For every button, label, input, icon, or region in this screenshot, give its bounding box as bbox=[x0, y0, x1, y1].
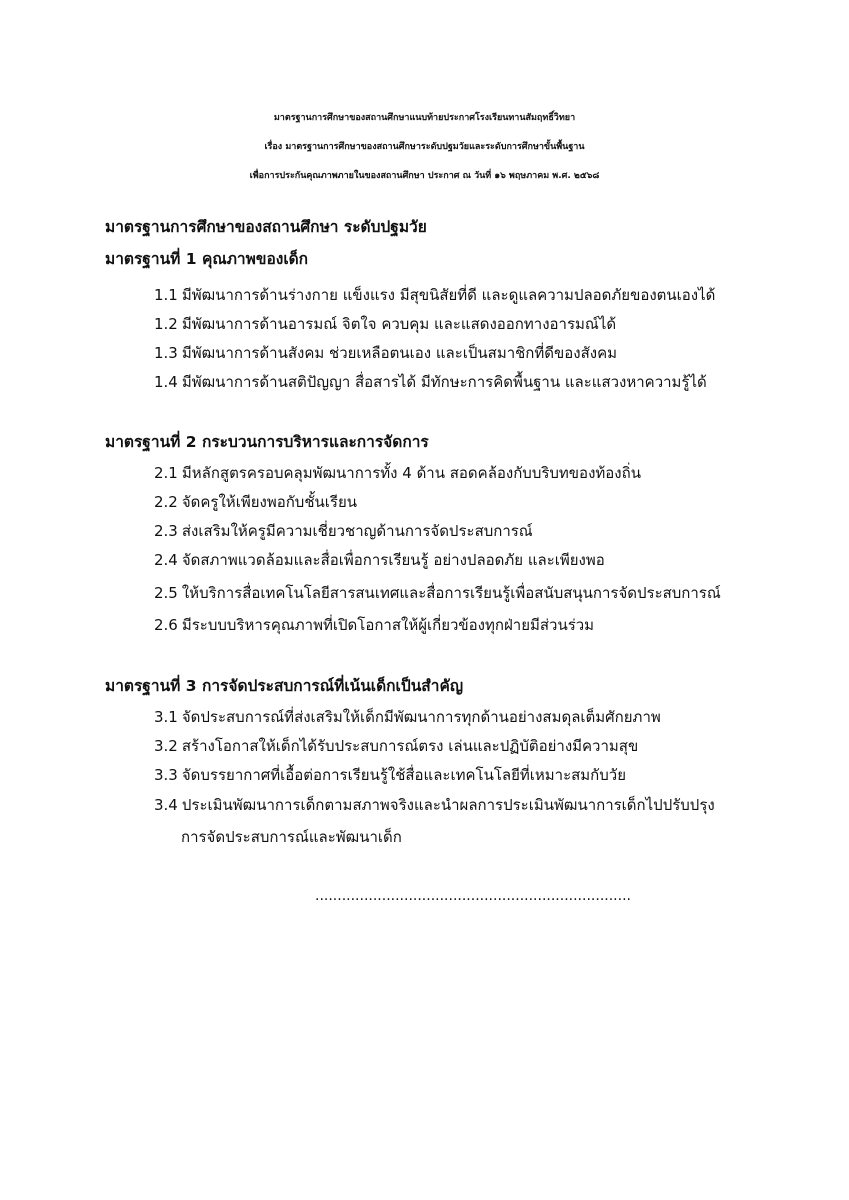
item-number: 2.4 bbox=[154, 551, 178, 569]
item-number: 1.4 bbox=[154, 373, 178, 391]
item-number: 3.4 bbox=[154, 796, 178, 814]
item-number: 2.2 bbox=[154, 493, 178, 511]
item-number: 1.1 bbox=[154, 286, 178, 304]
item-number: 3.3 bbox=[154, 766, 178, 784]
item-text: จัดสภาพแวดล้อมและสื่อเพื่อการเรียนรู้ อย่างปลอดภัย และเพียงพอ bbox=[181, 551, 605, 569]
list-item bbox=[154, 313, 616, 335]
standard-1-title: มาตรฐานที่ 1 คุณภาพของเด็ก bbox=[105, 250, 309, 268]
section-title: มาตรฐานการศึกษาของสถานศึกษา ระดับปฐมวัย bbox=[105, 218, 427, 236]
item-number: 2.6 bbox=[154, 616, 178, 634]
item-text: ให้บริการสื่อเทคโนโลยีสารสนเทศและสื่อการเรียนรู้เพื่อสนับสนุนการจัดประสบการณ์ bbox=[181, 584, 721, 602]
item-number: 3.1 bbox=[154, 708, 178, 726]
item-number: 2.1 bbox=[154, 464, 178, 482]
item-text: มีพัฒนาการด้านอารมณ์ จิตใจ ควบคุม และแสดงออกทางอารมณ์ได้ bbox=[181, 315, 617, 333]
item-text: มีพัฒนาการด้านสติปัญญา สื่อสารได้ มีทักษะการคิดพื้นฐาน และแสวงหาความรู้ได้ bbox=[181, 373, 707, 391]
list-item bbox=[154, 462, 641, 484]
list-item bbox=[154, 520, 533, 542]
list-item bbox=[154, 342, 617, 364]
item-text: มีระบบบริหารคุณภาพที่เปิดโอกาสให้ผู้เกี่ยวข้องทุกฝ่ายมีส่วนร่วม bbox=[181, 616, 595, 634]
item-text: จัดประสบการณ์ที่ส่งเสริมให้เด็กมีพัฒนาการทุกด้านอย่างสมดุลเต็มศักยภาพ bbox=[181, 708, 661, 726]
item-text: ประเมินพัฒนาการเด็กตามสภาพจริงและนำผลการประเมินพัฒนาการเด็กไปปรับปรุง bbox=[181, 796, 715, 814]
list-item bbox=[154, 284, 715, 306]
item-text: จัดบรรยากาศที่เอื้อต่อการเรียนรู้ใช้สื่อและเทคโนโลยีที่เหมาะสมกับวัย bbox=[181, 766, 626, 784]
item-number: 3.2 bbox=[154, 737, 178, 755]
document-header bbox=[0, 104, 849, 191]
item-number: 2.3 bbox=[154, 522, 178, 540]
item-text: สร้างโอกาสให้เด็กได้รับประสบการณ์ตรง เล่นและปฏิบัติอย่างมีความสุข bbox=[181, 737, 639, 755]
standard-2-title: มาตรฐานที่ 2 กระบวนการบริหารและการจัดการ bbox=[105, 433, 429, 451]
header-line-1: มาตรฐานการศึกษาของสถานศึกษาแนบท้ายประกาศโรงเรียนทานสัมฤทธิ์วิทยา bbox=[273, 113, 576, 123]
list-item bbox=[154, 735, 638, 757]
header-line-3: เพื่อการประกันคุณภาพภายในของสถานศึกษา ประกาศ ณ วันที่ ๑๖ พฤษภาคม พ.ศ. ๒๕๖๘ bbox=[249, 171, 600, 181]
item-text: มีหลักสูตรครอบคลุมพัฒนาการทั้ง 4 ด้าน สอดคล้องกับบริบทของท้องถิ่น bbox=[181, 464, 641, 482]
list-item bbox=[154, 764, 626, 786]
item-text: มีพัฒนาการด้านร่างกาย แข็งแรง มีสุขนิสัยที่ดี และดูแลความปลอดภัยของตนเองได้ bbox=[181, 286, 716, 304]
standard-3-title: มาตรฐานที่ 3 การจัดประสบการณ์ที่เน้นเด็กเป็นสำคัญ bbox=[105, 677, 464, 695]
item-text: มีพัฒนาการด้านสังคม ช่วยเหลือตนเอง และเป็นสมาชิกที่ดีของสังคม bbox=[181, 344, 618, 362]
list-item bbox=[154, 614, 594, 636]
list-item bbox=[154, 582, 721, 604]
list-item bbox=[154, 706, 661, 728]
list-item bbox=[154, 549, 605, 571]
item-text: จัดครูให้เพียงพอกับชั้นเรียน bbox=[181, 493, 357, 511]
list-item-continuation: การจัดประสบการณ์และพัฒนาเด็ก bbox=[181, 828, 402, 846]
list-item bbox=[154, 491, 357, 513]
list-item bbox=[154, 371, 707, 393]
item-number: 1.2 bbox=[154, 315, 178, 333]
item-text: ส่งเสริมให้ครูมีความเชี่ยวชาญด้านการจัดประสบการณ์ bbox=[181, 522, 533, 540]
item-number: 2.5 bbox=[154, 584, 178, 602]
footer-dotted-line: ....................................................................... bbox=[315, 888, 631, 904]
header-line-2: เรื่อง มาตรฐานการศึกษาของสถานศึกษาระดับปฐมวัยและระดับการศึกษาขั้นพื้นฐาน bbox=[264, 142, 585, 152]
item-number: 1.3 bbox=[154, 344, 178, 362]
list-item bbox=[154, 794, 715, 816]
